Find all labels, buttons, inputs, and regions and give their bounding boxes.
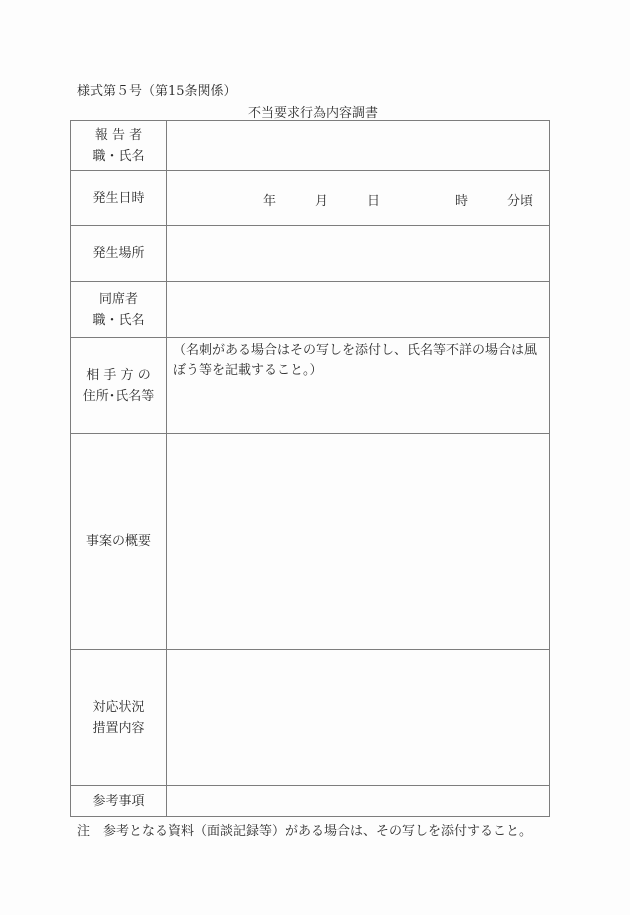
- datetime-field[interactable]: [167, 171, 550, 226]
- row-location: [71, 226, 550, 282]
- location-field[interactable]: [167, 226, 550, 282]
- row-response: [71, 650, 550, 786]
- row-attendee: [71, 282, 550, 338]
- row-summary: [71, 434, 550, 650]
- row-counterparty: [71, 338, 550, 434]
- response-field[interactable]: [167, 650, 550, 786]
- reference-field[interactable]: [167, 786, 550, 817]
- reporter-field[interactable]: [167, 121, 550, 171]
- report-form-table: [70, 120, 550, 817]
- label-line: 対応状況: [92, 699, 145, 715]
- label-reporter: [71, 121, 167, 171]
- summary-field[interactable]: [167, 434, 550, 650]
- counterparty-field[interactable]: [167, 338, 550, 434]
- label-line: 同席者: [98, 291, 138, 307]
- label-datetime: 発生日時: [71, 171, 167, 226]
- label-attendee: [71, 282, 167, 338]
- counterparty-hint: （名刺がある場合はその写しを添付し、氏名等不詳の場合は風ぼう等を記載すること。）: [173, 343, 538, 378]
- footer-note: 注 参考となる資料（面談記録等）がある場合は、その写しを添付すること。: [77, 824, 533, 839]
- label-summary: 事案の概要: [71, 434, 167, 650]
- hour-label: 時: [455, 194, 469, 209]
- attendee-field[interactable]: [167, 282, 550, 338]
- minute-label: 分頃: [507, 194, 534, 209]
- label-reference: 参考事項: [71, 786, 167, 817]
- label-line: 措置内容: [92, 720, 145, 736]
- label-line: 相 手 方 の: [86, 367, 151, 383]
- label-line: 職・氏名: [92, 148, 145, 164]
- label-line: 住所･氏名等: [82, 388, 155, 404]
- year-label: 年: [263, 194, 277, 209]
- row-reporter: [71, 121, 550, 171]
- row-datetime: [71, 171, 550, 226]
- label-line: 職・氏名: [92, 312, 145, 328]
- month-label: 月: [315, 194, 329, 209]
- document-title: 不当要求行為内容調書: [248, 106, 379, 121]
- row-reference: [71, 786, 550, 817]
- label-counterparty: [71, 338, 167, 434]
- label-location: 発生場所: [71, 226, 167, 282]
- label-line: 報 告 者: [94, 127, 143, 143]
- form-number: 様式第５号（第15条関係）: [77, 84, 237, 99]
- label-response: [71, 650, 167, 786]
- day-label: 日: [367, 194, 381, 209]
